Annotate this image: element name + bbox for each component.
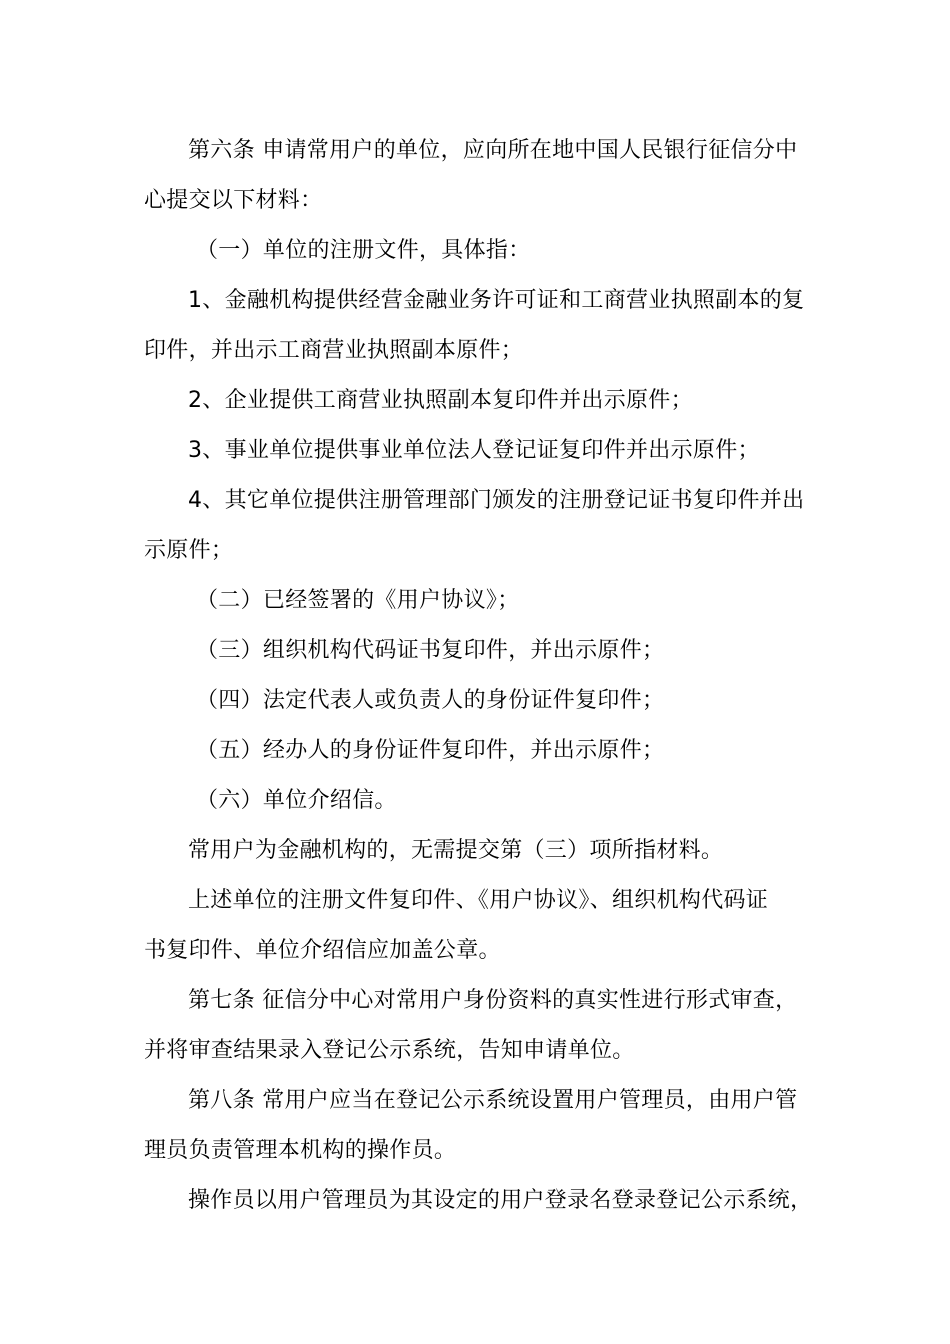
item-4-line: （四）法定代表人或负责人的身份证件复印件； xyxy=(196,688,665,713)
article-8-continuation-line: 理员负责管理本机构的操作员。 xyxy=(144,1138,457,1163)
subitem-2-line: 2、企业提供工商营业执照副本复印件并出示原件； xyxy=(188,388,693,413)
seal-requirement-continuation-line: 书复印件、单位介绍信应加盖公章。 xyxy=(144,938,501,963)
article-6-heading-line: 第六条 申请常用户的单位，应向所在地中国人民银行征信分中 xyxy=(188,138,798,163)
subitem-1-line: 1、金融机构提供经营金融业务许可证和工商营业执照副本的复 xyxy=(188,288,805,313)
item-6-line: （六）单位介绍信。 xyxy=(196,788,397,813)
article-7-continuation-line: 并将审查结果录入登记公示系统，告知申请单位。 xyxy=(144,1038,635,1063)
seal-requirement-line: 上述单位的注册文件复印件、《用户协议》、组织机构代码证 xyxy=(188,888,769,913)
article-7-line: 第七条 征信分中心对常用户身份资料的真实性进行形式审查， xyxy=(188,988,798,1013)
item-3-line: （三）组织机构代码证书复印件，并出示原件； xyxy=(196,638,665,663)
item-5-line: （五）经办人的身份证件复印件，并出示原件； xyxy=(196,738,665,763)
item-1-line: （一）单位的注册文件，具体指： xyxy=(196,238,531,263)
article-6-continuation-line: 心提交以下材料： xyxy=(144,188,323,213)
subitem-1-continuation-line: 印件，并出示工商营业执照副本原件； xyxy=(144,338,524,363)
article-8-line: 第八条 常用户应当在登记公示系统设置用户管理员，由用户管 xyxy=(188,1088,798,1113)
subitem-4-continuation-line: 示原件； xyxy=(144,538,234,563)
subitem-3-line: 3、事业单位提供事业单位法人登记证复印件并出示原件； xyxy=(188,438,760,463)
operator-login-line: 操作员以用户管理员为其设定的用户登录名登录登记公示系统， xyxy=(188,1188,813,1213)
financial-institution-note-line: 常用户为金融机构的，无需提交第（三）项所指材料。 xyxy=(188,838,724,863)
subitem-4-line: 4、其它单位提供注册管理部门颁发的注册登记证书复印件并出 xyxy=(188,488,805,513)
item-2-line: （二）已经签署的《用户协议》； xyxy=(196,588,520,613)
